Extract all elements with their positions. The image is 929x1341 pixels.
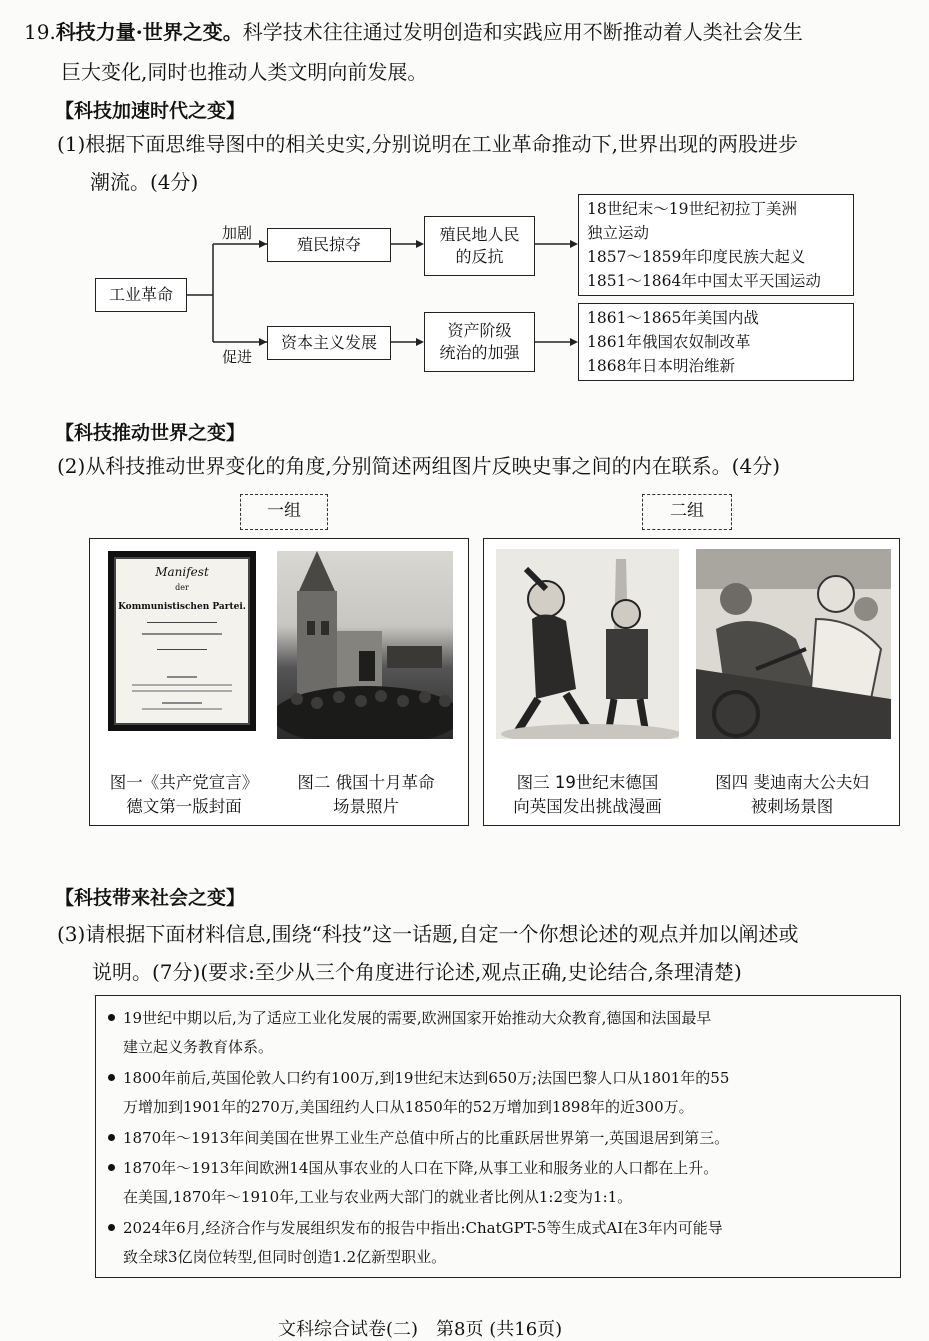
list-item: 1868年日本明治维新 bbox=[587, 357, 735, 375]
bullet-icon bbox=[108, 1224, 115, 1231]
mindmap-node-colonial-plunder: 殖民掠夺 bbox=[267, 228, 391, 262]
material-item: 1800年前后,英国伦敦人口约有100万,到19世纪末达到650万;法国巴黎人口从1801年的55 万增加到1901年的270万,美国纽约人口从1850年的52万增加到1898年的近300万。 bbox=[108, 1064, 729, 1122]
arrow-head-icon bbox=[570, 240, 578, 248]
mindmap-top-events bbox=[578, 194, 854, 296]
bullet-icon bbox=[108, 1074, 115, 1081]
bullet-icon bbox=[108, 1014, 115, 1021]
mindmap-label-promote: 促进 bbox=[222, 348, 253, 366]
list-item: 1857～1859年印度民族大起义 bbox=[587, 248, 806, 266]
list-item: 1861～1865年美国内战 bbox=[587, 309, 759, 327]
group1-tag: 一组 bbox=[240, 494, 328, 530]
material-item: 2024年6月,经济合作与发展组织发布的报告中指出:ChatGPT-5等生成式AI在3年内可能导 致全球3亿岗位转型,但同时创造1.2亿新型职业。 bbox=[108, 1214, 723, 1272]
bullet-icon bbox=[108, 1164, 115, 1171]
mindmap-bottom-events bbox=[578, 303, 854, 381]
list-item: 18世纪末～19世纪初拉丁美洲 bbox=[587, 200, 797, 218]
section1-question-line1: (1)根据下面思维导图中的相关史实,分别说明在工业革命推动下,世界出现的两股进步 bbox=[57, 132, 799, 156]
arrow-head-icon bbox=[416, 338, 424, 346]
question-intro-line1: 19.科技力量·世界之变。科学技术往往通过发明创造和实践应用不断推动着人类社会发生 bbox=[24, 20, 803, 44]
cartoon-drawing bbox=[496, 549, 679, 739]
october-revolution-drawing bbox=[277, 551, 453, 739]
section2-header: 【科技推动世界之变】 bbox=[55, 422, 246, 444]
mindmap-root: 工业革命 bbox=[95, 278, 187, 312]
caption-fig1: 图一《共产党宣言》 德文第一版封面 bbox=[109, 773, 259, 816]
arrow-head-icon bbox=[259, 240, 267, 248]
germany-challenge-cartoon bbox=[496, 549, 679, 739]
question-title: 科技力量·世界之变。 bbox=[55, 20, 243, 44]
list-item: 1851～1864年中国太平天国运动 bbox=[587, 272, 821, 290]
arrow-head-icon bbox=[570, 338, 578, 346]
list-item: 1861年俄国农奴制改革 bbox=[587, 333, 751, 351]
list-item: 独立运动 bbox=[587, 224, 650, 242]
bullet-icon bbox=[108, 1134, 115, 1141]
group1-panel bbox=[89, 538, 469, 826]
caption-fig4: 图四 斐迪南大公夫妇 被刺场景图 bbox=[715, 773, 869, 816]
section3-question-line1: (3)请根据下面材料信息,围绕“科技”这一话题,自定一个你想论述的观点并加以阐述或 bbox=[57, 922, 799, 946]
material-item: 1870年～1913年间美国在世界工业生产总值中所占的比重跃居世界第一,英国退居到第三。 bbox=[108, 1124, 729, 1153]
materials-box bbox=[95, 995, 901, 1278]
mindmap-label-intensify: 加剧 bbox=[222, 224, 253, 242]
mindmap-node-colonial-resistance: 殖民地人民 的反抗 bbox=[424, 216, 535, 276]
caption-fig3: 图三 19世纪末德国 向英国发出挑战漫画 bbox=[513, 773, 662, 816]
section2-question: (2)从科技推动世界变化的角度,分别简述两组图片反映史事之间的内在联系。(4分) bbox=[57, 454, 781, 478]
group2-panel bbox=[483, 538, 900, 826]
manifesto-cover-image bbox=[108, 551, 256, 731]
material-item: 1870年～1913年间欧洲14国从事农业的人口在下降,从事工业和服务业的人口都在上升。 在美国,1870年～1910年,工业与农业两大部门的就业者比例从1:2变为1:1。 bbox=[108, 1154, 718, 1212]
section1-question-line2: 潮流。(4分) bbox=[90, 170, 199, 194]
section3-question-line2: 说明。(7分)(要求:至少从三个角度进行论述,观点正确,史论结合,条理清楚) bbox=[92, 960, 742, 984]
page-footer: 文科综合试卷(二) 第8页 (共16页) bbox=[278, 1319, 563, 1340]
mindmap-node-capitalism: 资本主义发展 bbox=[267, 326, 391, 360]
mindmap-node-bourgeois-rule: 资产阶级 统治的加强 bbox=[424, 312, 535, 372]
group2-tag: 二组 bbox=[642, 494, 732, 530]
october-revolution-photo bbox=[277, 551, 453, 739]
arrow-head-icon bbox=[416, 240, 424, 248]
question-intro-line2: 巨大变化,同时也推动人类文明向前发展。 bbox=[61, 60, 428, 84]
caption-fig2: 图二 俄国十月革命 场景照片 bbox=[297, 773, 435, 816]
question-number: 19. bbox=[24, 20, 56, 44]
manifesto-title: Manifest bbox=[155, 565, 209, 579]
assassination-drawing bbox=[696, 549, 891, 739]
manifesto-party: Kommunistischen Partei. bbox=[118, 602, 246, 612]
section1-header: 【科技加速时代之变】 bbox=[55, 100, 246, 122]
section3-header: 【科技带来社会之变】 bbox=[55, 887, 246, 909]
manifesto-der: der bbox=[175, 583, 189, 592]
material-item: 19世纪中期以后,为了适应工业化发展的需要,欧洲国家开始推动大众教育,德国和法国最早 建立起义务教育体系。 bbox=[108, 1004, 711, 1062]
archduke-assassination-image bbox=[696, 549, 891, 739]
arrow-head-icon bbox=[259, 338, 267, 346]
